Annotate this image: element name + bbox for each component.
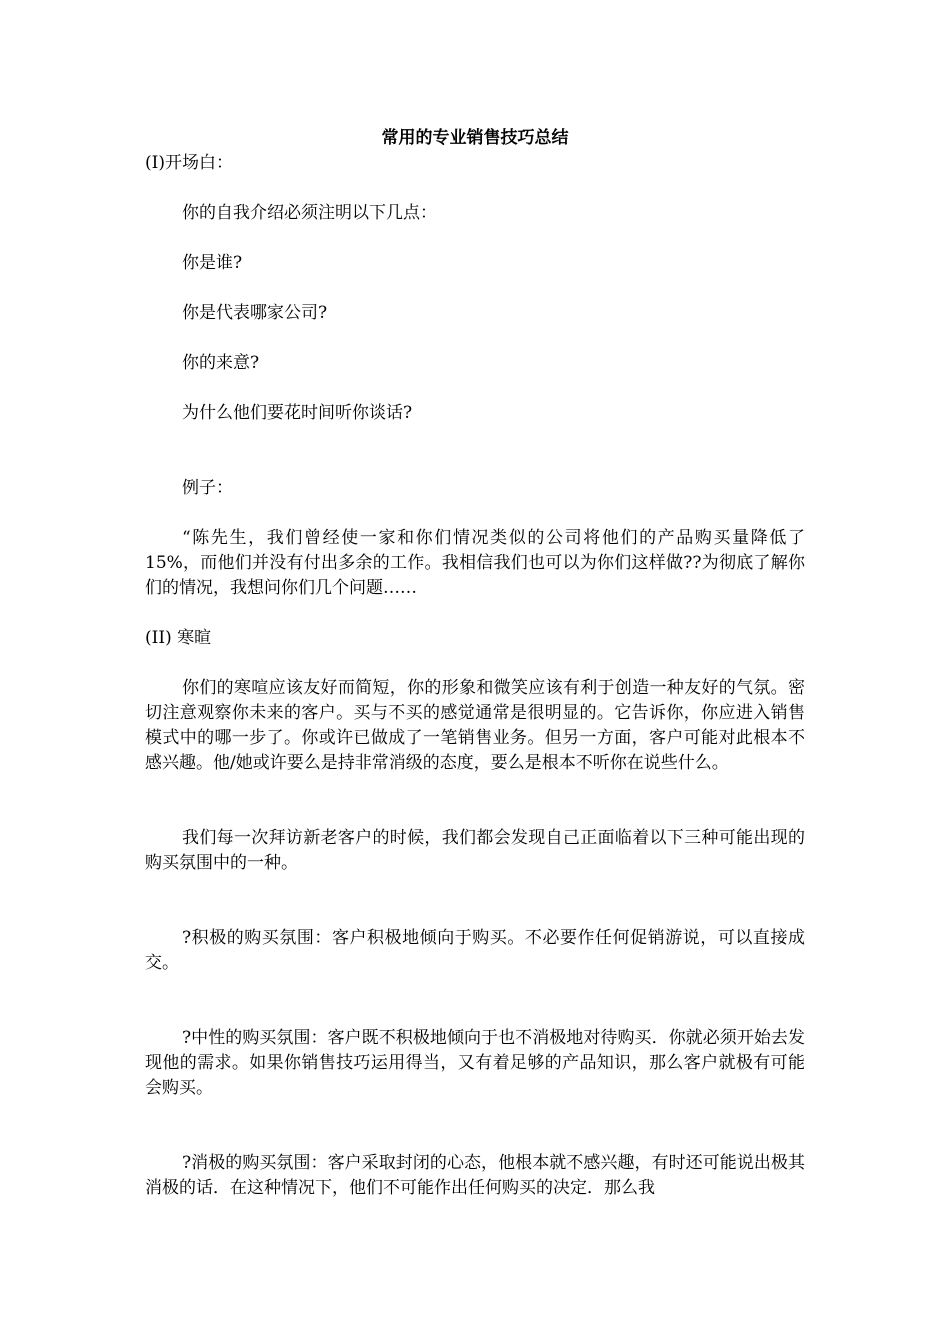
- document-title: 常用的专业销售技巧总结: [381, 128, 569, 148]
- question-who: 你是谁?: [182, 253, 243, 273]
- atmosphere-paragraph: 我们每一次拜访新老客户的时候，我们都会发现自己正面临着以下三种可能出现的购买氛围中的一种。: [145, 828, 805, 873]
- greeting-paragraph: 你们的寒喧应该友好而简短，你的形象和微笑应该有利于创造一种友好的气氛。密切注意观察你未来的客户。买与不买的感觉通常是很明显的。它告诉你，你应进入销售模式中的哪一步了。你或许已做成了一笔销售业务。但另一方面，客户可能对此根本不感兴趣。他/她或许要么是持非常消级的态度，要么是根本不听你在说些什么。: [145, 678, 805, 773]
- section-heading-opening: (I)开场白：: [145, 153, 233, 173]
- intro-line: 你的自我介绍必须注明以下几点：: [182, 203, 437, 223]
- question-why-listen: 为什么他们要花时间听你谈话?: [182, 403, 413, 423]
- negative-atmosphere-paragraph: ?消极的购买氛围：客户采取封闭的心态，他根本就不感兴趣，有时还可能说出极其消极的话．在这种情况下，他们不可能作出任何购买的决定．那么我: [145, 1153, 805, 1198]
- example-label: 例子：: [182, 478, 233, 498]
- example-paragraph: “陈先生，我们曾经使一家和你们情况类似的公司将他们的产品购买量降低了 15%，而他们并没有付出多余的工作。我相信我们也可以为你们这样做??为彻底了解你们的情况，我想问你们几个问题……: [145, 528, 805, 598]
- positive-atmosphere-paragraph: ?积极的购买氛围：客户积极地倾向于购买。不必要作任何促销游说，可以直接成交。: [145, 928, 805, 973]
- question-purpose: 你的来意?: [182, 353, 260, 373]
- neutral-atmosphere-paragraph: ?中性的购买氛围：客户既不积极地倾向于也不消极地对待购买．你就必须开始去发现他的需求。如果你销售技巧运用得当，又有着足够的产品知识，那么客户就极有可能会购买。: [145, 1028, 805, 1098]
- question-company: 你是代表哪家公司?: [182, 303, 328, 323]
- document-body: [145, 122, 805, 1201]
- section-heading-greeting: (II) 寒暄: [145, 628, 212, 648]
